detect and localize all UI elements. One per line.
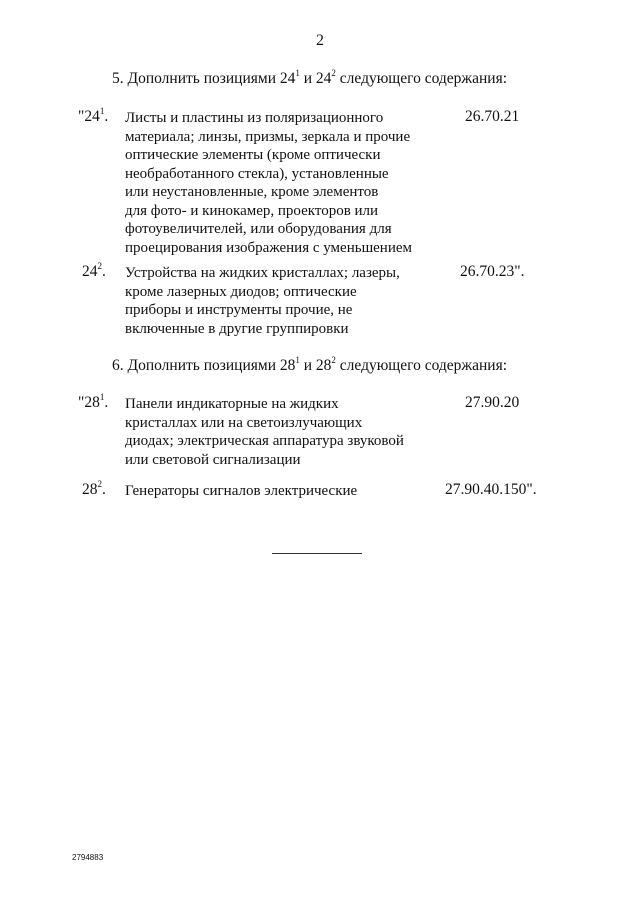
closing-rule — [272, 553, 362, 554]
position-code: 27.90.20 — [465, 394, 520, 411]
document-id: 2794883 — [72, 853, 104, 862]
page-number: 2 — [316, 32, 324, 49]
position-description: Генераторы сигналов электрические — [125, 483, 358, 499]
position-description: Устройства на жидких кристаллах; лазеры, кроме лазерных диодов; оптические приборы и инструменты прочие, не включенные в другие группировки — [125, 265, 400, 337]
section-6-heading: 6. Дополнить позициями $28^1$ и $28^2$ следующего содержания: — [112, 355, 508, 374]
position-number: $24^2$. — [82, 261, 106, 280]
position-number: "$28^1$. — [78, 392, 109, 411]
position-description: Листы и пластины из поляризационного материала; линзы, призмы, зеркала и прочие оптические элементы (кроме оптически необработанного стекла), установленные или неустановленные, кроме элементов для фото- и кинокамер, проекторов или фотоувеличителей, или оборудования для проецирования изображения с уменьшением — [125, 110, 412, 256]
position-code: 26.70.23". — [460, 263, 525, 280]
position-description: Панели индикаторные на жидких кристаллах или на светоизлучающих диодах; электрическая аппаратура звуковой или световой сигнализации — [125, 396, 404, 468]
position-number: "$24^1$. — [78, 106, 109, 125]
section-5-heading: 5. Дополнить позициями $24^1$ и $24^2$ следующего содержания: — [112, 68, 508, 87]
position-number: $28^2$. — [82, 479, 106, 498]
position-code: 27.90.40.150". — [445, 481, 537, 498]
position-code: 26.70.21 — [465, 108, 520, 125]
